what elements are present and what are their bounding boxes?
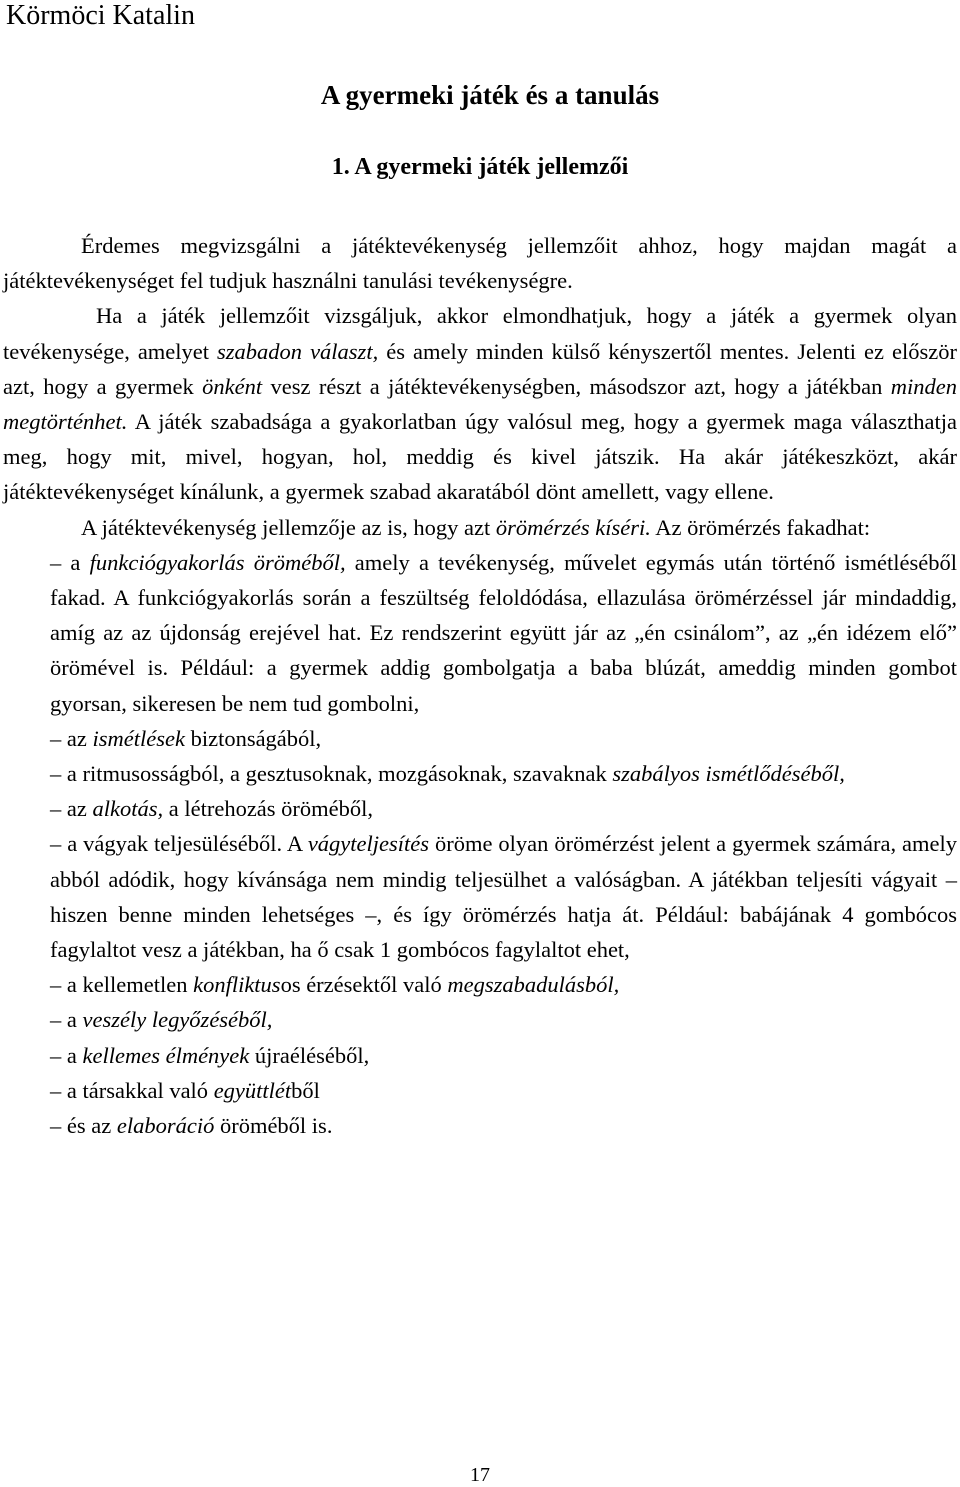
emphasis: örömérzés kíséri.	[495, 514, 651, 540]
list-item	[3, 791, 957, 826]
emphasis: önként	[202, 373, 263, 399]
text-run: – a kellemetlen	[50, 972, 194, 998]
text-run: – és az	[50, 1113, 117, 1139]
paragraph-3	[3, 510, 957, 545]
section-heading: 1. A gyermeki játék jellemzői	[331, 154, 629, 180]
paragraph-2	[3, 298, 957, 509]
text-run: Az örömérzés fakadhat:	[650, 514, 871, 540]
text-run: os érzésektől való	[280, 972, 448, 998]
text-run: A játék szabadsága a gyakorlatban úgy valósul meg, hogy a gyermek maga választhatja meg, hogy mit, mivel, hogyan, hol, meddig és kivel játszik. Ha akár játékeszközt, akár játéktevékenységet kínálunk, a gyermek szabad akaratából dönt amellett, vagy ellene.	[3, 409, 957, 505]
emphasis: együttlét	[213, 1077, 292, 1103]
text-run: – az	[50, 796, 93, 822]
text-run: – a vágyak teljesüléséből. A	[50, 831, 308, 857]
list-item	[3, 1038, 957, 1073]
text-run: – a	[50, 549, 90, 575]
list-item	[3, 1002, 957, 1037]
list-item	[3, 756, 957, 791]
list-item	[3, 721, 957, 756]
text-run: a létrehozás öröméből,	[163, 796, 374, 822]
list-item	[3, 826, 957, 967]
paragraph-1: Érdemes megvizsgálni a játéktevékenység jellemzőit ahhoz, hogy majdan magát a játéktevékenységet fel tudjuk használni tanulási tevékenységre.	[3, 233, 957, 294]
emphasis: szabadon választ,	[217, 338, 379, 364]
text-run: vesz részt a játéktevékenységben, másodszor azt, hogy a játékban	[262, 373, 891, 399]
text-run: – az	[50, 725, 93, 751]
emphasis: elaboráció	[116, 1113, 215, 1139]
list-item	[3, 1073, 957, 1108]
text-run: és amely minden külső kényszertől mentes. Jelenti ez először azt, hogy a gyermek	[3, 338, 957, 399]
emphasis: funkciógyakorlás öröméből,	[89, 549, 346, 575]
text-run: – a társakkal való	[50, 1077, 214, 1103]
emphasis: vágyteljesítés	[307, 831, 430, 857]
text-run: amely a tevékenység, művelet egymás után történő ismétléséből fakad. A funkciógyakorlás során a feszültség feloldódása, ellazulása örömérzéssel jár mindaddig, amíg az az újdonság erejével hat. Ez rendszerint együtt jár az „én csinálom”, az „én idézem elő” örömével is. Például: a gyermek addig gombolgatja a baba blúzát, ameddig minden gombot gyorsan, sikeresen be nem tud gombolni,	[50, 549, 957, 716]
text-run: – a	[50, 1042, 83, 1068]
emphasis: megszabadulásból,	[447, 972, 620, 998]
text-run: biztonságából,	[184, 725, 322, 751]
emphasis: veszély legyőzéséből,	[82, 1007, 273, 1033]
text-run: öröméből is.	[214, 1113, 333, 1139]
text-run: Ha a játék jellemzőit vizsgáljuk, akkor elmondhatjuk, hogy a játék a gyermek olyan tevékenysége, amelyet	[3, 303, 957, 364]
text-run: ből	[291, 1077, 320, 1103]
page-number: 17	[470, 1464, 490, 1486]
list-item	[3, 545, 957, 721]
text-run: öröme olyan örömérzést jelent a gyermek számára, amely abból adódik, hogy kívánsága nem mindig teljesülhet a valóságban. A játékban teljesíti vágyait – hiszen benne minden lehetséges –, és így örömérzés hatja át. Például: babájának 4 gombócos fagylaltot vesz a játékban, ha ő csak 1 gombócos fagylaltot ehet,	[50, 831, 957, 963]
list-item	[3, 967, 957, 1002]
chapter-title: A gyermeki játék és a tanulás	[320, 80, 660, 110]
emphasis: minden megtörténhet.	[3, 373, 957, 435]
text-run: újraéléséből,	[249, 1042, 370, 1068]
list-item	[3, 1108, 957, 1143]
author-name: Körmöci Katalin	[6, 0, 195, 31]
emphasis: ismétlések	[92, 725, 185, 751]
body-text	[3, 228, 957, 1143]
text-run: – a ritmusosságból, a gesztusoknak, mozgásoknak, szavaknak	[50, 761, 613, 787]
emphasis: kellemes élmények	[82, 1042, 250, 1068]
text-run: A játéktevékenység jellemzője az is, hogy azt	[81, 514, 496, 540]
emphasis: alkotás,	[92, 796, 164, 822]
text-run: – a	[50, 1007, 83, 1033]
emphasis: szabályos ismétlődéséből,	[612, 761, 845, 787]
emphasis: konfliktus	[193, 972, 281, 998]
